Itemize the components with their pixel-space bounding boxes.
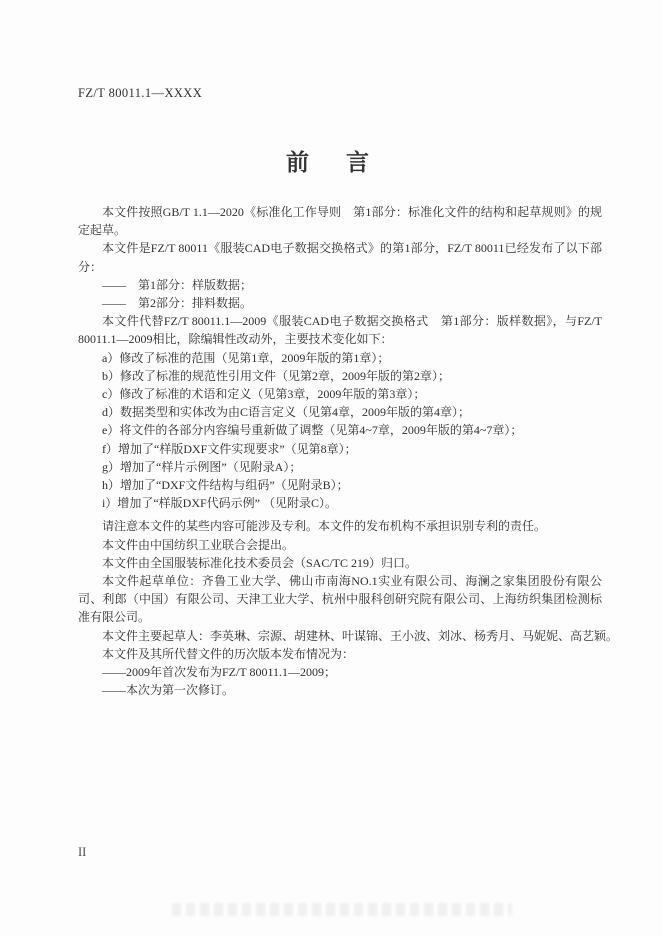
patent-notice: 请注意本文件的某些内容可能涉及专利。本文件的发布机构不承担识别专利的责任。	[102, 519, 547, 534]
version-history-intro: 本文件及其所代替文件的历次版本发布情况为：	[102, 646, 355, 661]
version-history-item-1: ——2009年首次发布为FZ/T 80011.1—2009；	[102, 665, 337, 680]
change-item-d: d）数据类型和实体改为由C语言定义（见第4章，2009年版的第4章）；	[102, 405, 471, 420]
committee-statement: 本文件由全国服装标准化技术委员会（SAC/TC 219）归口。	[102, 555, 418, 570]
foreword-body	[78, 203, 619, 699]
doc-number: FZ/T 80011.1—XXXX	[78, 86, 203, 100]
change-item-a: a）修改了标准的范围（见第1章，2009年版的第1章）；	[102, 350, 390, 365]
change-item-i: i）增加了“样版DXF代码示例” （见附录C）。	[102, 496, 337, 511]
proposer-statement: 本文件由中国纺织工业联合会提出。	[102, 537, 295, 552]
change-item-h: h）增加了“DXF文件结构与组码”（见附录B）；	[102, 478, 349, 493]
main-drafters: 本文件主要起草人：李英琳、宗源、胡建林、叶谋锦、王小波、刘冰、杨秀月、马妮妮、高艺颖。	[102, 628, 619, 643]
drafting-organizations: 本文件起草单位：齐鲁工业大学、佛山市南海NO.1实业有限公司、海澜之家集团股份有限公司、利郎（中国）有限公司、天津工业大学、杭州中服科创研究院有限公司、上海纺织集团检测标准有限公司。	[78, 574, 602, 625]
version-history-item-2: ——本次为第一次修订。	[102, 683, 235, 698]
page-title: 前 言	[286, 150, 376, 175]
intro-drafting-rule: 本文件按照GB/T 1.1—2020《标准化工作导则 第1部分：标准化文件的结构和起草规则》的规定起草。	[78, 205, 602, 238]
change-item-f: f）增加了“样版DXF文件实现要求”（见第8章）；	[102, 441, 357, 456]
page-number: II	[78, 845, 87, 859]
part-series-intro: 本文件是FZ/T 80011《服装CAD电子数据交换格式》的第1部分，FZ/T 80011已经发布了以下部分：	[78, 241, 602, 274]
part-list-item-2: —— 第2部分：排料数据。	[102, 296, 253, 311]
part-list-item-1: —— 第1部分：样版数据；	[102, 277, 253, 292]
change-item-c: c）修改了标准的术语和定义（见第3章，2009年版的第3章）；	[102, 387, 426, 402]
replacement-statement: 本文件代替FZ/T 80011.1—2009《服装CAD电子数据交换格式 第1部分：版样数据》，与FZ/T 80011.1—2009相比，除编辑性改动外，主要技术变化如下：	[78, 314, 602, 347]
faint-watermark	[172, 903, 512, 916]
change-item-e: e）将文件的各部分内容编号重新做了调整（见第4~7章，2009年版的第4~7章）；	[102, 423, 523, 438]
change-item-g: g）增加了“样片示例图”（见附录A）；	[102, 459, 302, 474]
change-item-b: b）修改了标准的规范性引用文件（见第2章，2009年版的第2章）；	[102, 368, 451, 383]
